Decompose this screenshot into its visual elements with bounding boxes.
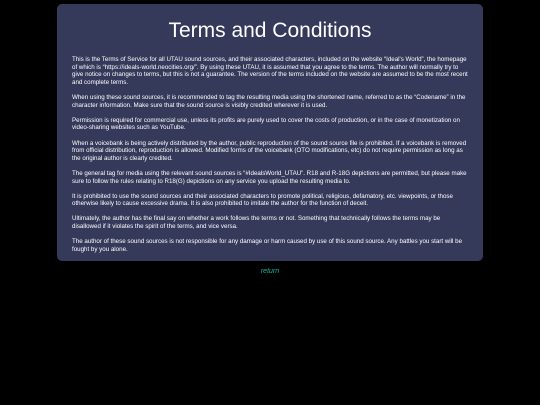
terms-paragraph-commercial-use: Permission is required for commercial use, unless its profits are purely used to cover the costs of production, or in the case of monetization on video-sharing websites such as YouTube.: [72, 116, 460, 132]
terms-panel: [57, 4, 483, 261]
return-link[interactable]: return: [260, 268, 280, 275]
terms-paragraph-liability: The author of these sound sources is not responsible for any damage or harm caused by use of this sound source. Any battles you start will be fought by you alone.: [72, 238, 463, 253]
terms-paragraph-redistribution: When a voicebank is being actively distributed by the author, public reproduction of the sound source file is prohibited. If a voicebank is removed from official distribution, reproduction is allowed. Modified forms of the voicebank (OTO modifications, etc) do not require permission as long as the original author is clearly credited.: [72, 139, 467, 162]
terms-paragraph-scope: This is the Terms of Service for all UTAU sound sources, and their associated characters, included on the website “Ideal's World”, the homepage of which is “https://ideals-world.neocities.org/”. By using these UTAU, it is assumed that you agree to the terms. The author will normally try to give notice on changes to terms, but this is not a guarantee. The version of the terms included on the website are assumed to be the most recent and complete terms.: [72, 56, 468, 86]
terms-paragraph-tagging: The general tag for media using the relevant sound sources is “#IdealsWorld_UTAU”. R18 and R-18G depictions are permitted, but please make sure to follow the rules relating to R18(G) depictions on any service you upload the resulting media to.: [72, 169, 467, 185]
terms-paragraph-final-say: Ultimately, the author has the final say on whether a work follows the terms or not. Something that technically follows the terms may be disallowed if it violates the spirit of the terms, and vice versa.: [72, 215, 441, 231]
page-title: Terms and Conditions: [168, 19, 372, 42]
terms-paragraph-prohibited-use: It is prohibited to use the sound sources and their associated characters to promote political, religious, defamatory, etc. viewpoints, or those otherwise likely to cause excessive drama. It is also prohibited to imitate the author for the function of deceit.: [72, 192, 453, 208]
terms-paragraph-crediting: When using these sound sources, it is recommended to tag the resulting media using the shortened name, referred to as the “Codename” in the character information. Make sure that the sound source is visibly credited wherever it is used.: [72, 93, 466, 109]
